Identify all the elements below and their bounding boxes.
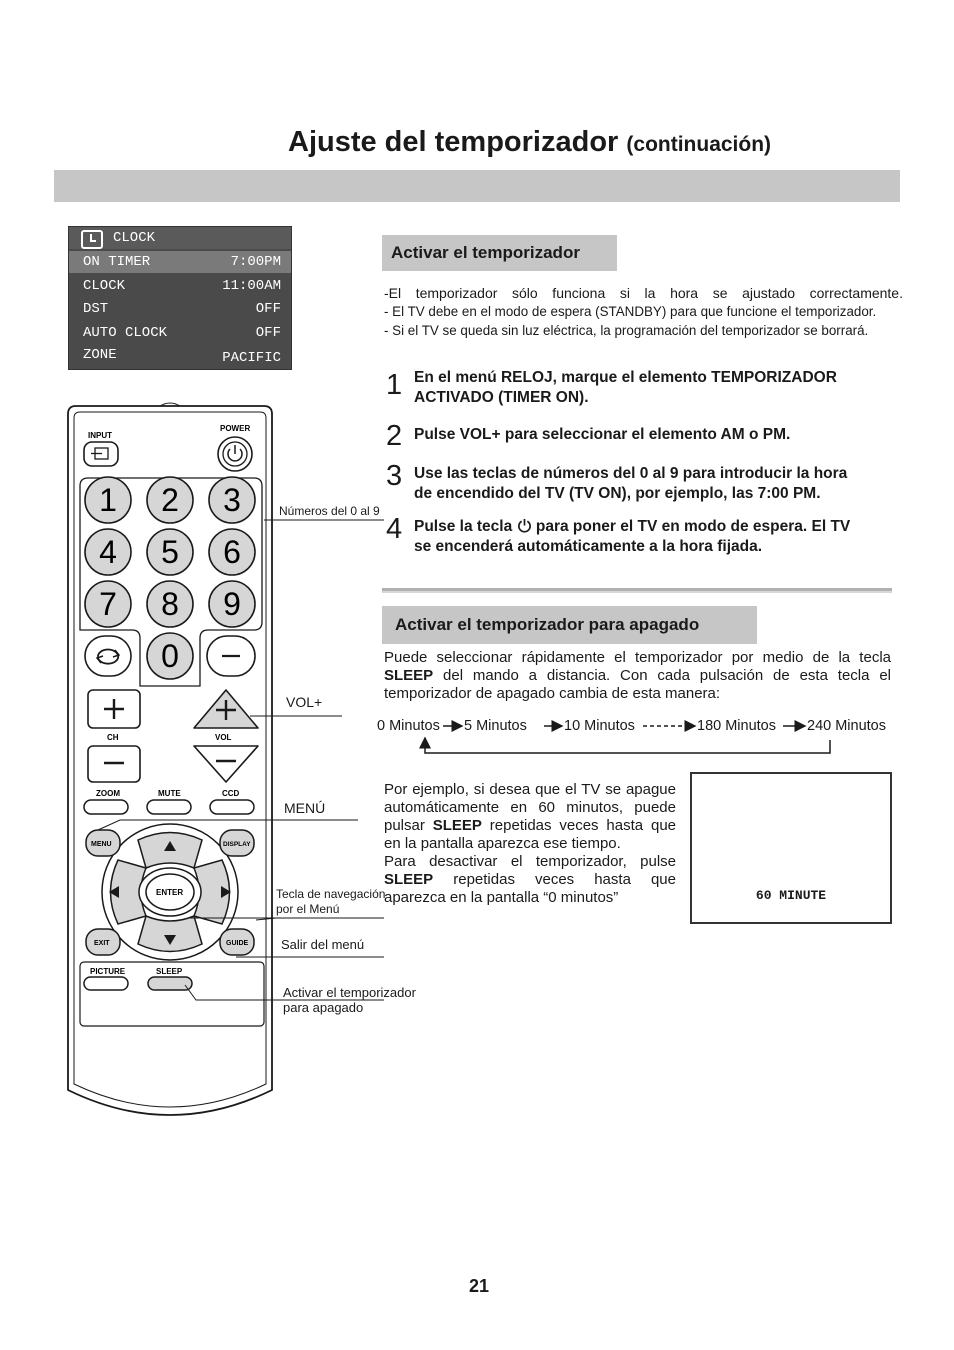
digit-label: 5 <box>161 534 179 570</box>
mute-label: MUTE <box>158 789 181 798</box>
digit-label: 7 <box>99 586 117 622</box>
section-heading-timer: Activar el temporizador <box>382 235 617 271</box>
osd-row-label: AUTO CLOCK <box>83 325 168 341</box>
callout-line: para apagado <box>283 1000 364 1015</box>
exit-label: EXIT <box>94 940 110 947</box>
sleep-key-text: SLEEP <box>432 817 482 834</box>
step-text-2: Pulse VOL+ para seleccionar el elemento AM o PM. <box>414 426 791 443</box>
sequence-step: 10 Minutos <box>564 718 635 734</box>
osd-row-value: OFF <box>255 325 281 341</box>
digit-label: 6 <box>223 534 241 570</box>
text: repetidas veces hasta que aparezca en la pantalla “0 minutos” <box>384 871 676 906</box>
callout-sleep <box>283 985 416 1015</box>
osd-row-value: PACIFIC <box>222 350 281 366</box>
callout-numbers: Números del 0 al 9 <box>279 504 380 518</box>
note-3: - Si el TV se queda sin luz eléctrica, la programación del temporizador se borrará. <box>384 323 869 338</box>
vol-label: VOL <box>215 733 232 742</box>
step-line: En el menú RELOJ, marque el elemento TEMPORIZADOR <box>414 369 837 386</box>
power-label: POWER <box>220 424 251 433</box>
text: Para desactivar el temporizador, pulse <box>384 853 676 870</box>
digit-label: 3 <box>223 482 241 518</box>
menu-label: MENU <box>91 841 112 848</box>
osd-row-label: CLOCK <box>83 278 126 294</box>
guide-label: GUIDE <box>226 940 249 947</box>
osd-row-label: DST <box>83 301 109 317</box>
ccd-label: CCD <box>222 789 240 798</box>
step-line: Use las teclas de números del 0 al 9 para introducir la hora <box>414 465 848 482</box>
step-line: Pulse la tecla <box>414 518 513 535</box>
step-line: se encenderá automáticamente a la hora fijada. <box>414 538 763 555</box>
note-2: - El TV debe en el modo de espera (STANDBY) para que funcione el temporizador. <box>384 304 877 319</box>
sleep-key-text: SLEEP <box>384 871 434 888</box>
callout-vol: VOL+ <box>286 694 323 710</box>
callout-menu: MENÚ <box>284 800 326 816</box>
osd-header-label: CLOCK <box>113 230 156 246</box>
osd-row-label: ZONE <box>83 347 117 363</box>
text: del mando a distancia. Con cada pulsación de esta tecla el temporizador de apagado cambia de esta manera: <box>384 667 891 702</box>
step-number-1: 1 <box>386 369 403 401</box>
text: Por ejemplo, si desea que el TV se apague automáticamente en 60 minutos, puede pulsar <box>384 781 676 834</box>
ch-label: CH <box>107 733 119 742</box>
display-label: DISPLAY <box>223 841 251 848</box>
callout-line: por el Menú <box>276 902 340 916</box>
callout-exit: Salir del menú <box>281 937 365 952</box>
callout-nav <box>276 887 385 917</box>
sequence-step: 0 Minutos <box>377 718 440 734</box>
enter-label: ENTER <box>156 888 184 897</box>
screen-text: 60 MINUTE <box>755 888 827 903</box>
step-number-3: 3 <box>386 460 403 492</box>
digit-label: 0 <box>161 638 179 674</box>
title-main: Ajuste del temporizador <box>288 126 619 158</box>
step-line: para poner el TV en modo de espera. El TV <box>535 518 851 535</box>
digit-label: 2 <box>161 482 179 518</box>
digit-label: 1 <box>99 482 117 518</box>
digit-label: 9 <box>223 586 241 622</box>
digit-label: 8 <box>161 586 179 622</box>
picture-label: PICTURE <box>90 967 126 976</box>
step-number-4: 4 <box>386 513 403 545</box>
title-sub: (continuación) <box>626 133 772 156</box>
step-line: ACTIVADO (TIMER ON). <box>414 389 589 406</box>
sleep-label: SLEEP <box>156 967 183 976</box>
osd-row-value: 7:00PM <box>230 254 281 270</box>
digit-label: 4 <box>99 534 117 570</box>
note-1: -El temporizador sólo funciona si la hora se ajustado correctamente. <box>384 285 903 301</box>
callout-line: Activar el temporizador <box>283 985 416 1000</box>
step-line: de encendido del TV (TV ON), por ejemplo, las 7:00 PM. <box>414 485 821 502</box>
osd-row-value: 11:00AM <box>222 278 281 294</box>
text: repetidas veces hasta que en la pantalla aparezca ese tiempo. <box>384 817 677 852</box>
page-number: 21 <box>469 1276 490 1296</box>
text: Puede seleccionar rápidamente el temporizador por medio de la tecla <box>384 649 891 666</box>
input-label: INPUT <box>88 431 112 440</box>
step-number-2: 2 <box>386 420 403 452</box>
sequence-step: 240 Minutos <box>807 718 886 734</box>
osd-row-value: OFF <box>255 301 281 317</box>
zoom-label: ZOOM <box>96 789 120 798</box>
sleep-key-text: SLEEP <box>384 667 434 684</box>
sequence-step: 180 Minutos <box>697 718 776 734</box>
osd-row-label: ON TIMER <box>83 254 151 270</box>
callout-line: Tecla de navegación <box>276 887 386 901</box>
sequence-step: 5 Minutos <box>464 718 527 734</box>
section-heading-sleep: Activar el temporizador para apagado <box>382 606 757 644</box>
